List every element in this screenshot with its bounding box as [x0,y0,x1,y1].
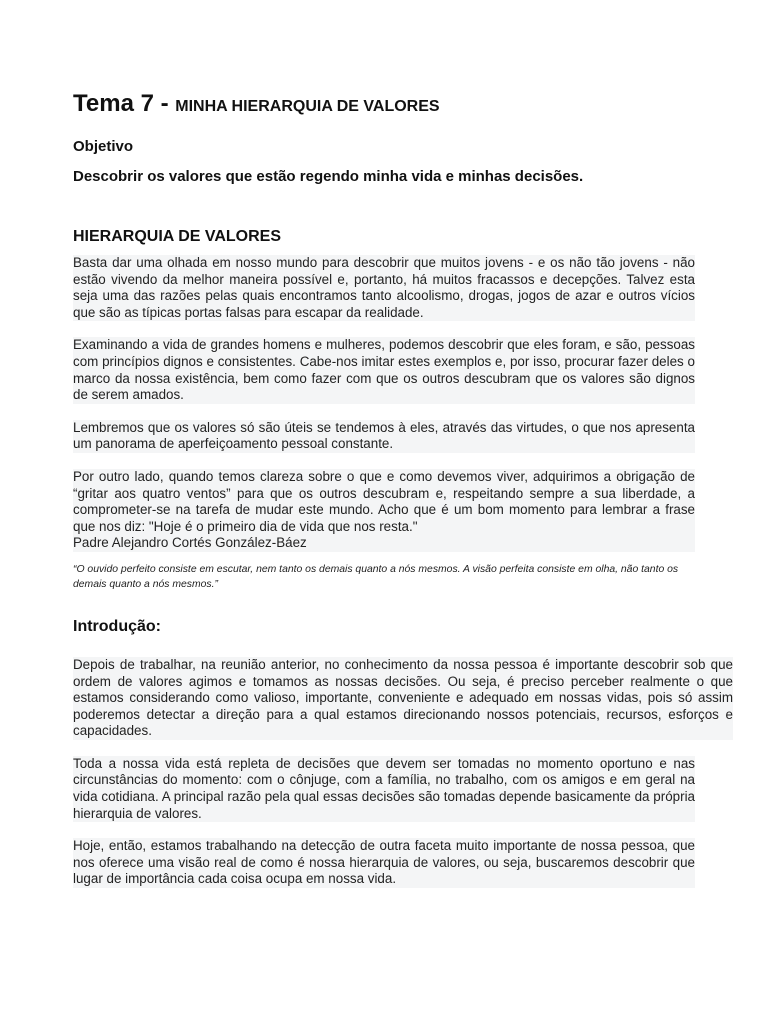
objetivo-label: Objetivo [73,138,134,155]
tema-title: MINHA HIERARQUIA DE VALORES [175,98,440,115]
paragraph: Lembremos que os valores só são úteis se tendemos à eles, através das virtudes, o que nos apresenta um panorama de aperfeiçoamento pessoal constante. [73,419,695,452]
paragraph: Examinando a vida de grandes homens e mulheres, podemos descobrir que eles foram, e são, pessoas com princípios dignos e consistentes. Cabe-nos imitar estes exemplos e, por isso, procurar fazer deles o marco da nossa existência, bem como fazer com que os outros descubram que os valores são dignos de serem amados. [73,337,695,403]
paragraph: Toda a nossa vida está repleta de decisões que devem ser tomadas no momento oportuno e nas circunstâncias do momento: com o cônjuge, com a família, no trabalho, com os amigos e em geral na vida cotidiana. A principal razão pela qual essas decisões são tomadas depende basicamente da própria hierarquia de valores. [73,755,695,821]
quote: “O ouvido perfeito consiste em escutar, nem tanto os demais quanto a nós mesmos. A visão perfeita consiste em olha, não tanto os demais quanto a nós mesmos.” [73,563,679,591]
paragraph: Basta dar uma olhada em nosso mundo para descobrir que muitos jovens - e os não tão jovens - não estão vivendo da melhor maneira possível e, portanto, há muitos fracassos e decepções. Talvez esta seja uma das razões pelas quais encontramos tanto alcoolismo, drogas, jogos de azar e outros vícios que são as típicas portas falsas para escapar da realidade. [73,255,695,320]
tema-prefix: Tema 7 - [73,90,176,117]
page-title [73,84,695,127]
objetivo-text: Descobrir os valores que estão regendo minha vida e minhas decisões. [73,168,584,185]
paragraph: Por outro lado, quando temos clareza sobre o que e como devemos viver, adquirimos a obrigação de “gritar aos quatro ventos” para que os outros descubram e, respeitando sempre a sua liberdade, a comprometer-se na tarefa de mudar este mundo. Acho que é um bom momento para lembrar a frase que nos diz: "Hoje é o primeiro dia de vida que nos resta." [73,468,695,534]
section-title-hierarquia: HIERARQUIA DE VALORES [73,228,282,245]
section-title-introducao: Introdução: [73,617,161,635]
paragraph: Depois de trabalhar, na reunião anterior, no conhecimento da nossa pessoa é importante descobrir sob que ordem de valores agimos e tomamos as nossas decisões. Ou seja, é preciso perceber realmente o que estamos considerando como valioso, importante, conveniente e adequado em nossas vidas, pois só assim poderemos detectar a direção para a qual estamos direcionando nossos potenciais, recursos, esforços e capacidades. [73,656,733,739]
document-page [73,84,733,888]
author-attribution: Padre Alejandro Cortés González-Báez [73,535,307,551]
paragraph: Hoje, então, estamos trabalhando na detecção de outra faceta muito importante de nossa pessoa, que nos oferece uma visão real de como é nossa hierarquia de valores, ou seja, buscaremos descobrir que lugar de importância cada coisa ocupa em nossa vida. [73,838,695,887]
paragraph-with-author [73,469,695,552]
